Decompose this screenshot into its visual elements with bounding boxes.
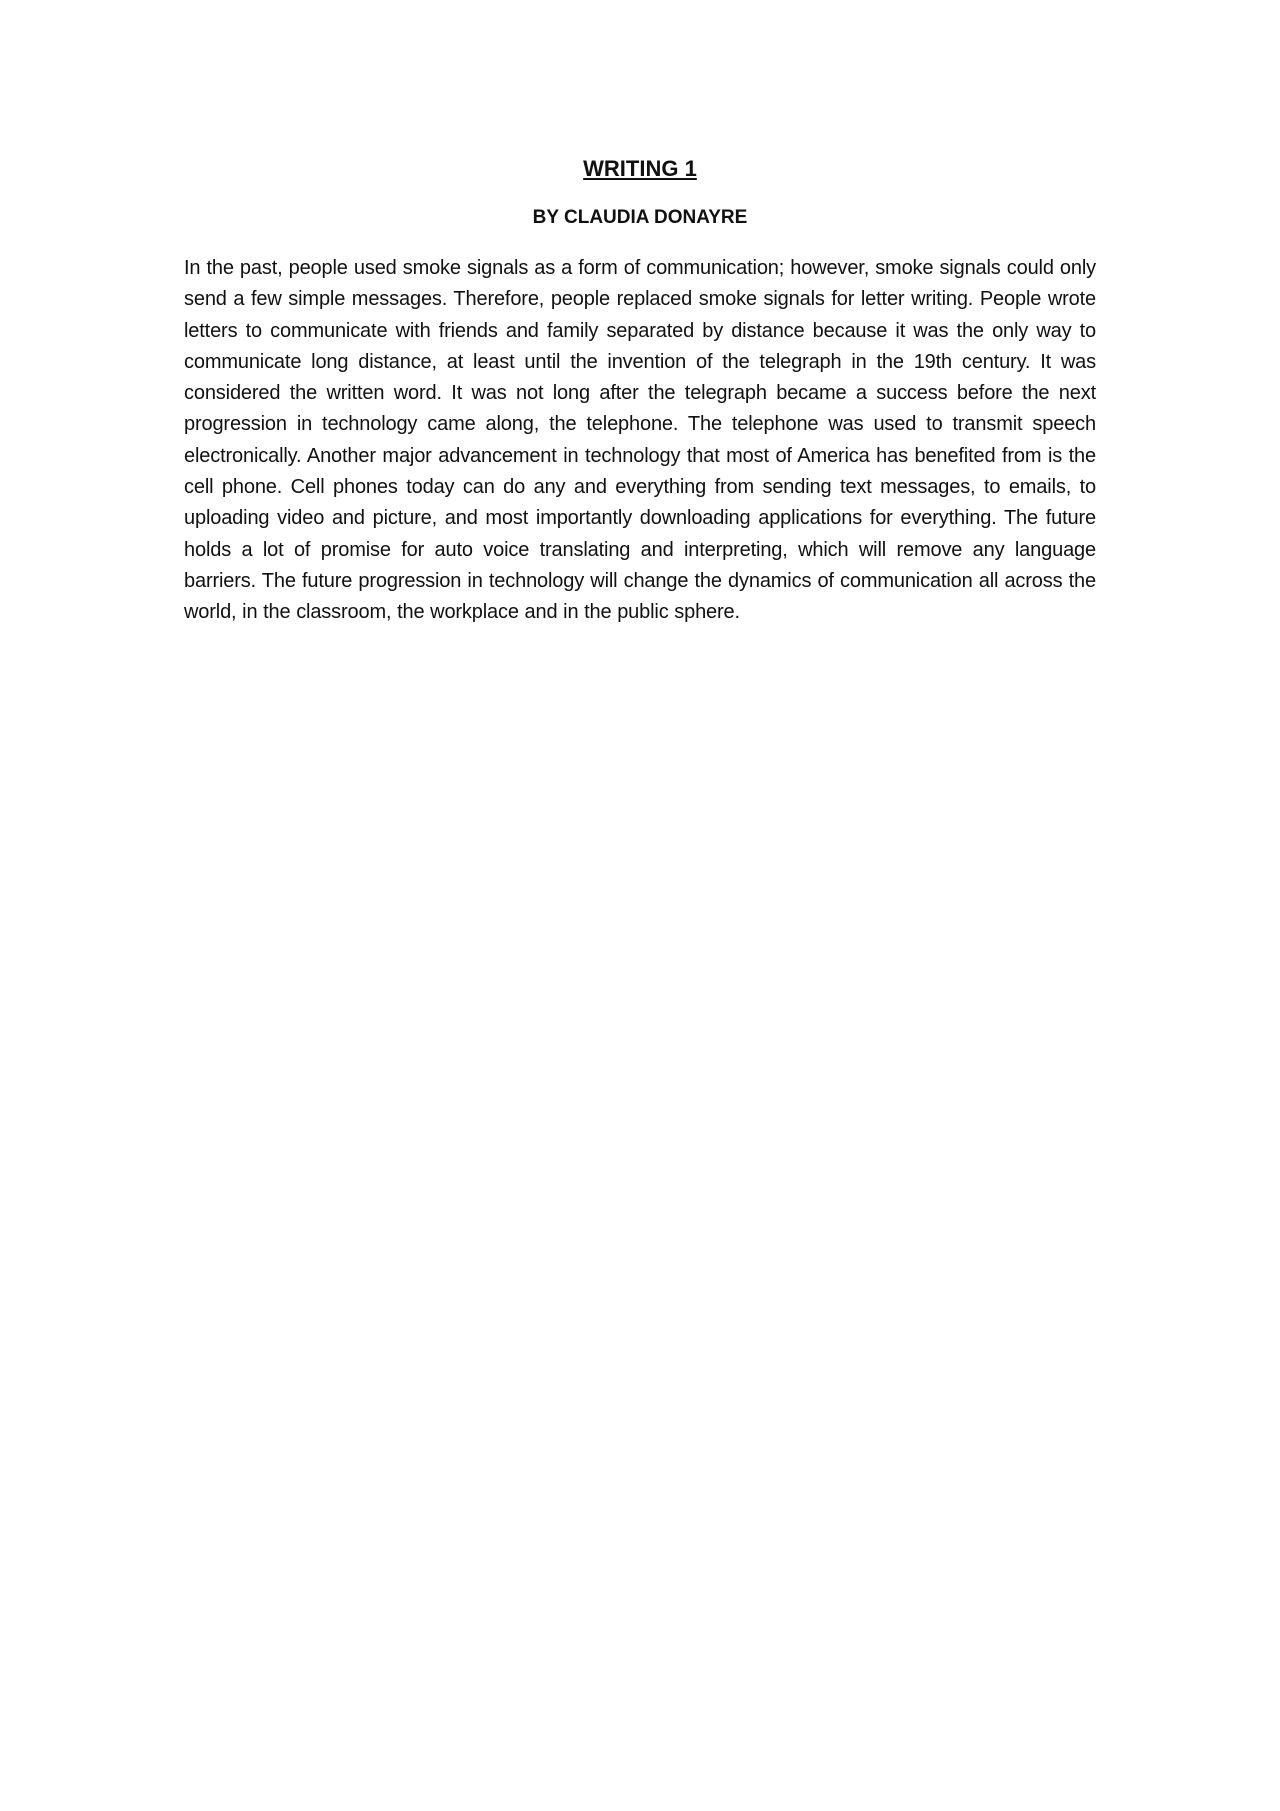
document-body-paragraph: In the past, people used smoke signals as a form of communication; however, smoke signals could only send a few simple messages. Therefore, people replaced smoke signals for letter writing. People wrote letters to communicate with friends and family separated by distance because it was the only way to communicate long distance, at least until the invention of the telegraph in the 19th century. It was considered the written word. It was not long after the telegraph became a success before the next progression in technology came along, the telephone. The telephone was used to transmit speech electronically. Another major advancement in technology that most of America has benefited from is the cell phone. Cell phones today can do any and everything from sending text messages, to emails, to uploading video and picture, and most importantly downloading applications for everything. The future holds a lot of promise for auto voice translating and interpreting, which will remove any language barriers. The future progression in technology will change the dynamics of communication all across the world, in the classroom, the workplace and in the public sphere. (184, 257, 1096, 624)
document-author: BY CLAUDIA DONAYRE (532, 207, 748, 228)
document-title: WRITING 1 (583, 156, 697, 181)
